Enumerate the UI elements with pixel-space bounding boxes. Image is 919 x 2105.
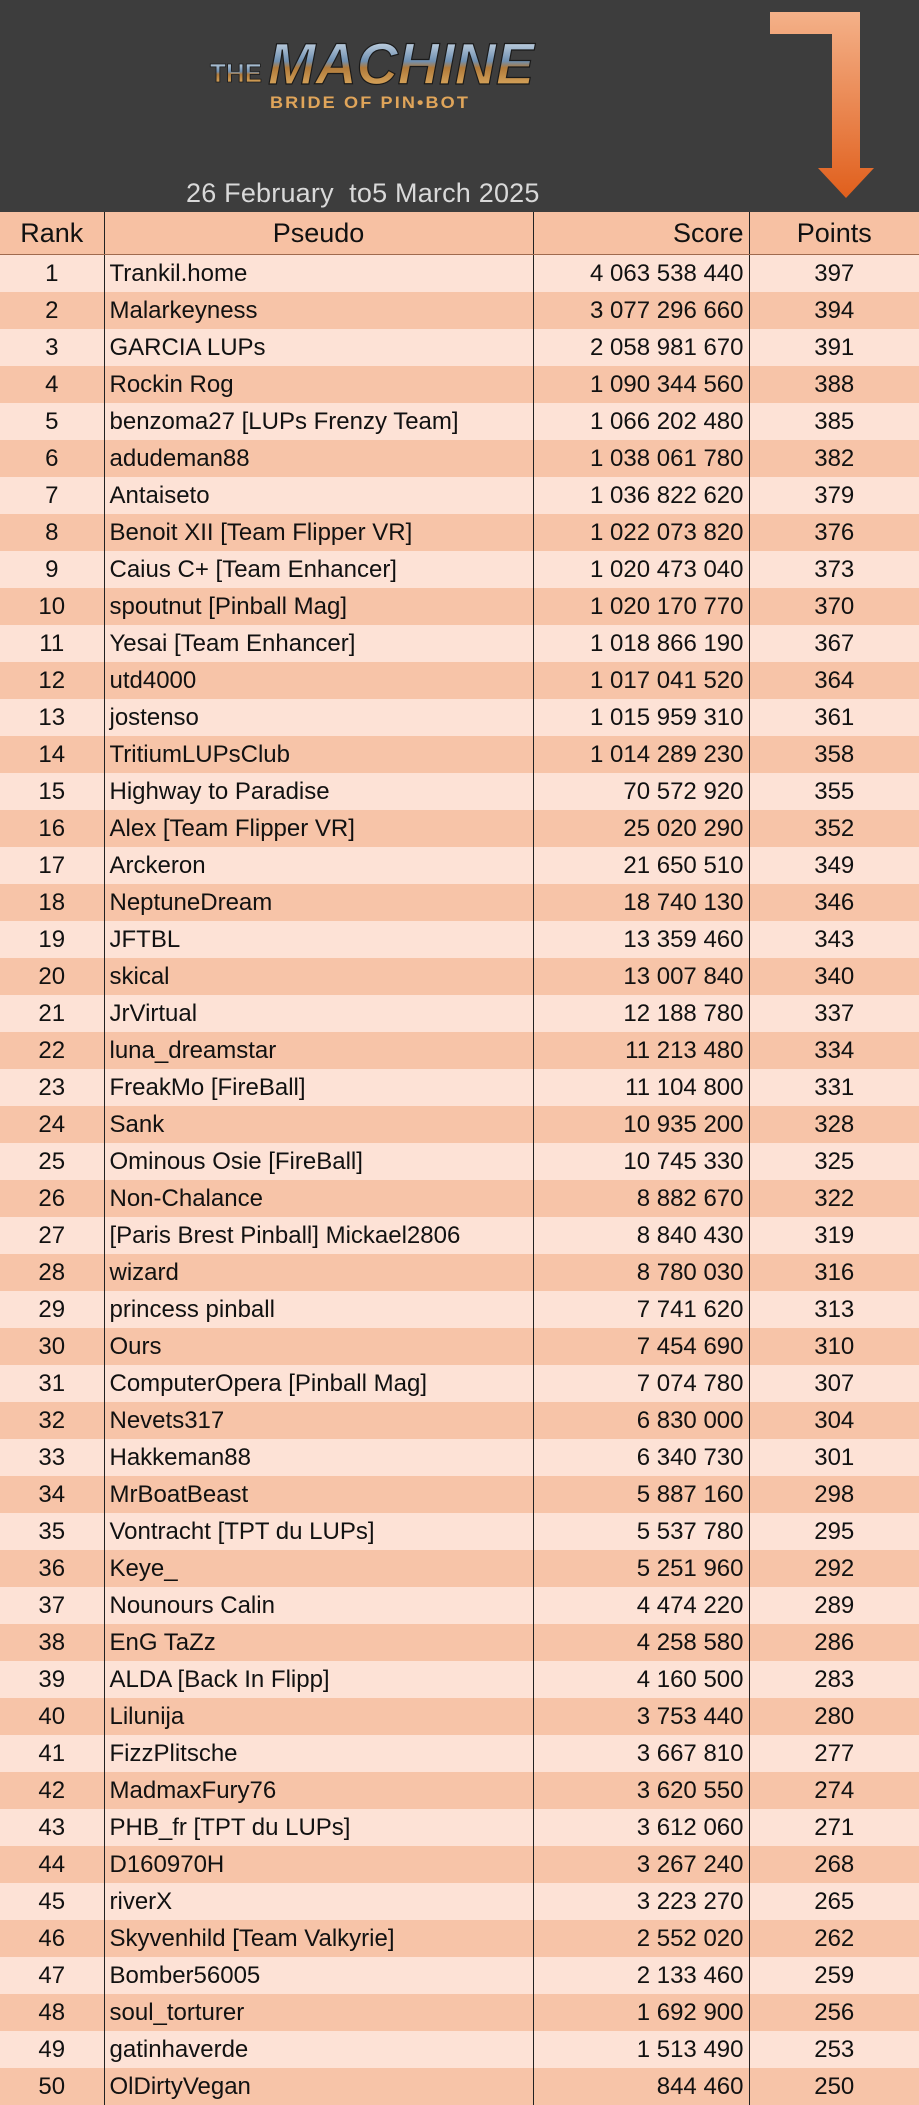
header <box>0 0 919 212</box>
points-cell: 259 <box>749 1957 919 1994</box>
score-cell: 3 753 440 <box>533 1698 749 1735</box>
score-cell: 4 474 220 <box>533 1587 749 1624</box>
points-cell: 301 <box>749 1439 919 1476</box>
score-cell: 18 740 130 <box>533 884 749 921</box>
table-row <box>0 1106 919 1143</box>
table-row <box>0 625 919 662</box>
table-row <box>0 1180 919 1217</box>
points-cell: 349 <box>749 847 919 884</box>
points-cell: 313 <box>749 1291 919 1328</box>
score-cell: 8 882 670 <box>533 1180 749 1217</box>
points-cell: 343 <box>749 921 919 958</box>
table-row <box>0 588 919 625</box>
points-cell: 391 <box>749 329 919 366</box>
logo-subtitle: BRIDE OF PIN•BOT <box>270 93 470 112</box>
table-row <box>0 1291 919 1328</box>
rank-cell: 5 <box>0 403 104 440</box>
rank-cell: 11 <box>0 625 104 662</box>
column-header-pseudo: Pseudo <box>104 212 533 255</box>
pseudo-cell: Trankil.home <box>104 255 533 293</box>
table-row <box>0 921 919 958</box>
rank-cell: 19 <box>0 921 104 958</box>
score-cell: 3 267 240 <box>533 1846 749 1883</box>
table-row <box>0 1994 919 2031</box>
points-cell: 346 <box>749 884 919 921</box>
points-cell: 379 <box>749 477 919 514</box>
pseudo-cell: soul_torturer <box>104 1994 533 2031</box>
points-cell: 361 <box>749 699 919 736</box>
score-cell: 1 015 959 310 <box>533 699 749 736</box>
points-cell: 298 <box>749 1476 919 1513</box>
score-cell: 11 104 800 <box>533 1069 749 1106</box>
score-cell: 70 572 920 <box>533 773 749 810</box>
score-cell: 1 692 900 <box>533 1994 749 2031</box>
points-cell: 316 <box>749 1254 919 1291</box>
table-row <box>0 1069 919 1106</box>
table-row <box>0 1402 919 1439</box>
column-header-score: Score <box>533 212 749 255</box>
points-cell: 268 <box>749 1846 919 1883</box>
table-row <box>0 477 919 514</box>
table-body <box>0 255 919 2105</box>
leaderboard-table <box>0 212 919 2105</box>
table-row <box>0 366 919 403</box>
points-cell: 355 <box>749 773 919 810</box>
table-row <box>0 1254 919 1291</box>
table-row <box>0 1217 919 1254</box>
points-cell: 331 <box>749 1069 919 1106</box>
score-cell: 11 213 480 <box>533 1032 749 1069</box>
table-row <box>0 958 919 995</box>
table-row <box>0 1032 919 1069</box>
table-row <box>0 255 919 293</box>
rank-cell: 41 <box>0 1735 104 1772</box>
points-cell: 319 <box>749 1217 919 1254</box>
rank-cell: 26 <box>0 1180 104 1217</box>
table-row <box>0 1957 919 1994</box>
score-cell: 8 840 430 <box>533 1217 749 1254</box>
score-cell: 844 460 <box>533 2068 749 2105</box>
points-cell: 328 <box>749 1106 919 1143</box>
table-row <box>0 1143 919 1180</box>
points-cell: 280 <box>749 1698 919 1735</box>
pseudo-cell: Ominous Osie [FireBall] <box>104 1143 533 1180</box>
table-row <box>0 1328 919 1365</box>
table-row <box>0 736 919 773</box>
rank-cell: 27 <box>0 1217 104 1254</box>
points-cell: 385 <box>749 403 919 440</box>
rank-cell: 40 <box>0 1698 104 1735</box>
rank-cell: 29 <box>0 1291 104 1328</box>
points-cell: 262 <box>749 1920 919 1957</box>
pseudo-cell: Lilunija <box>104 1698 533 1735</box>
score-cell: 4 160 500 <box>533 1661 749 1698</box>
score-cell: 3 612 060 <box>533 1809 749 1846</box>
rank-cell: 2 <box>0 292 104 329</box>
points-cell: 304 <box>749 1402 919 1439</box>
table-row <box>0 329 919 366</box>
table-row <box>0 1735 919 1772</box>
table-row <box>0 1846 919 1883</box>
score-cell: 1 090 344 560 <box>533 366 749 403</box>
score-cell: 6 340 730 <box>533 1439 749 1476</box>
rank-cell: 10 <box>0 588 104 625</box>
pseudo-cell: [Paris Brest Pinball] Mickael2806 <box>104 1217 533 1254</box>
points-cell: 250 <box>749 2068 919 2105</box>
score-cell: 5 537 780 <box>533 1513 749 1550</box>
points-cell: 394 <box>749 292 919 329</box>
table-row <box>0 1624 919 1661</box>
pseudo-cell: FreakMo [FireBall] <box>104 1069 533 1106</box>
pseudo-cell: JFTBL <box>104 921 533 958</box>
points-cell: 367 <box>749 625 919 662</box>
pseudo-cell: Antaiseto <box>104 477 533 514</box>
points-cell: 370 <box>749 588 919 625</box>
score-cell: 5 251 960 <box>533 1550 749 1587</box>
score-cell: 6 830 000 <box>533 1402 749 1439</box>
points-cell: 295 <box>749 1513 919 1550</box>
pseudo-cell: skical <box>104 958 533 995</box>
pseudo-cell: MrBoatBeast <box>104 1476 533 1513</box>
pseudo-cell: Nevets317 <box>104 1402 533 1439</box>
points-cell: 253 <box>749 2031 919 2068</box>
points-cell: 358 <box>749 736 919 773</box>
pseudo-cell: Ours <box>104 1328 533 1365</box>
table-row <box>0 1587 919 1624</box>
table-row <box>0 2068 919 2105</box>
points-cell: 337 <box>749 995 919 1032</box>
score-cell: 3 223 270 <box>533 1883 749 1920</box>
rank-cell: 12 <box>0 662 104 699</box>
table-row <box>0 514 919 551</box>
rank-cell: 35 <box>0 1513 104 1550</box>
pseudo-cell: EnG TaZz <box>104 1624 533 1661</box>
score-cell: 13 007 840 <box>533 958 749 995</box>
score-cell: 3 667 810 <box>533 1735 749 1772</box>
pseudo-cell: benzoma27 [LUPs Frenzy Team] <box>104 403 533 440</box>
points-cell: 307 <box>749 1365 919 1402</box>
pseudo-cell: spoutnut [Pinball Mag] <box>104 588 533 625</box>
table-row <box>0 1809 919 1846</box>
pseudo-cell: ComputerOpera [Pinball Mag] <box>104 1365 533 1402</box>
points-cell: 274 <box>749 1772 919 1809</box>
column-header-points: Points <box>749 212 919 255</box>
score-cell: 21 650 510 <box>533 847 749 884</box>
pseudo-cell: Keye_ <box>104 1550 533 1587</box>
rank-cell: 46 <box>0 1920 104 1957</box>
rank-cell: 16 <box>0 810 104 847</box>
points-cell: 292 <box>749 1550 919 1587</box>
column-header-rank: Rank <box>0 212 104 255</box>
score-cell: 1 022 073 820 <box>533 514 749 551</box>
points-cell: 283 <box>749 1661 919 1698</box>
score-cell: 3 620 550 <box>533 1772 749 1809</box>
pseudo-cell: wizard <box>104 1254 533 1291</box>
rank-cell: 18 <box>0 884 104 921</box>
score-cell: 1 018 866 190 <box>533 625 749 662</box>
score-cell: 1 020 170 770 <box>533 588 749 625</box>
table-row <box>0 773 919 810</box>
pseudo-cell: Non-Chalance <box>104 1180 533 1217</box>
table-row <box>0 2031 919 2068</box>
down-arrow-icon <box>768 10 878 200</box>
table-row <box>0 1772 919 1809</box>
points-cell: 265 <box>749 1883 919 1920</box>
pseudo-cell: Hakkeman88 <box>104 1439 533 1476</box>
pseudo-cell: luna_dreamstar <box>104 1032 533 1069</box>
pseudo-cell: ALDA [Back In Flipp] <box>104 1661 533 1698</box>
table-row <box>0 1476 919 1513</box>
table-row <box>0 1698 919 1735</box>
points-cell: 352 <box>749 810 919 847</box>
pseudo-cell: Vontracht [TPT du LUPs] <box>104 1513 533 1550</box>
table-row <box>0 1439 919 1476</box>
pseudo-cell: PHB_fr [TPT du LUPs] <box>104 1809 533 1846</box>
score-cell: 7 074 780 <box>533 1365 749 1402</box>
points-cell: 388 <box>749 366 919 403</box>
score-cell: 1 066 202 480 <box>533 403 749 440</box>
rank-cell: 36 <box>0 1550 104 1587</box>
rank-cell: 21 <box>0 995 104 1032</box>
table-row <box>0 1550 919 1587</box>
pseudo-cell: Rockin Rog <box>104 366 533 403</box>
rank-cell: 22 <box>0 1032 104 1069</box>
rank-cell: 42 <box>0 1772 104 1809</box>
rank-cell: 17 <box>0 847 104 884</box>
score-cell: 2 552 020 <box>533 1920 749 1957</box>
points-cell: 310 <box>749 1328 919 1365</box>
table-row <box>0 995 919 1032</box>
rank-cell: 4 <box>0 366 104 403</box>
points-cell: 334 <box>749 1032 919 1069</box>
points-cell: 271 <box>749 1809 919 1846</box>
rank-cell: 30 <box>0 1328 104 1365</box>
logo-the: THE <box>210 58 262 88</box>
points-cell: 340 <box>749 958 919 995</box>
pseudo-cell: Malarkeyness <box>104 292 533 329</box>
rank-cell: 39 <box>0 1661 104 1698</box>
rank-cell: 9 <box>0 551 104 588</box>
pseudo-cell: TritiumLUPsClub <box>104 736 533 773</box>
rank-cell: 23 <box>0 1069 104 1106</box>
date-range: 26 February to5 March 2025 <box>186 178 540 209</box>
table-row <box>0 403 919 440</box>
score-cell: 10 935 200 <box>533 1106 749 1143</box>
score-cell: 10 745 330 <box>533 1143 749 1180</box>
table-row <box>0 1920 919 1957</box>
rank-cell: 45 <box>0 1883 104 1920</box>
score-cell: 1 038 061 780 <box>533 440 749 477</box>
table-row <box>0 847 919 884</box>
points-cell: 289 <box>749 1587 919 1624</box>
pseudo-cell: MadmaxFury76 <box>104 1772 533 1809</box>
pseudo-cell: Arckeron <box>104 847 533 884</box>
table-row <box>0 699 919 736</box>
pseudo-cell: Skyvenhild [Team Valkyrie] <box>104 1920 533 1957</box>
score-cell: 1 014 289 230 <box>533 736 749 773</box>
pseudo-cell: Bomber56005 <box>104 1957 533 1994</box>
points-cell: 277 <box>749 1735 919 1772</box>
pseudo-cell: princess pinball <box>104 1291 533 1328</box>
points-cell: 286 <box>749 1624 919 1661</box>
pseudo-cell: adudeman88 <box>104 440 533 477</box>
rank-cell: 6 <box>0 440 104 477</box>
points-cell: 256 <box>749 1994 919 2031</box>
score-cell: 1 513 490 <box>533 2031 749 2068</box>
pseudo-cell: D160970H <box>104 1846 533 1883</box>
table-row <box>0 1365 919 1402</box>
rank-cell: 31 <box>0 1365 104 1402</box>
pseudo-cell: NeptuneDream <box>104 884 533 921</box>
rank-cell: 48 <box>0 1994 104 2031</box>
pseudo-cell: Caius C+ [Team Enhancer] <box>104 551 533 588</box>
table-row <box>0 440 919 477</box>
table-header-row <box>0 212 919 255</box>
rank-cell: 32 <box>0 1402 104 1439</box>
points-cell: 376 <box>749 514 919 551</box>
rank-cell: 33 <box>0 1439 104 1476</box>
pseudo-cell: gatinhaverde <box>104 2031 533 2068</box>
rank-cell: 25 <box>0 1143 104 1180</box>
rank-cell: 43 <box>0 1809 104 1846</box>
rank-cell: 47 <box>0 1957 104 1994</box>
rank-cell: 1 <box>0 255 104 293</box>
table-row <box>0 1661 919 1698</box>
rank-cell: 28 <box>0 1254 104 1291</box>
score-cell: 1 017 041 520 <box>533 662 749 699</box>
table-row <box>0 551 919 588</box>
the-machine-logo <box>208 26 538 116</box>
rank-cell: 49 <box>0 2031 104 2068</box>
table-row <box>0 884 919 921</box>
rank-cell: 37 <box>0 1587 104 1624</box>
score-cell: 7 741 620 <box>533 1291 749 1328</box>
score-cell: 1 020 473 040 <box>533 551 749 588</box>
pseudo-cell: Sank <box>104 1106 533 1143</box>
score-cell: 12 188 780 <box>533 995 749 1032</box>
score-cell: 5 887 160 <box>533 1476 749 1513</box>
rank-cell: 38 <box>0 1624 104 1661</box>
pseudo-cell: utd4000 <box>104 662 533 699</box>
rank-cell: 14 <box>0 736 104 773</box>
score-cell: 8 780 030 <box>533 1254 749 1291</box>
points-cell: 382 <box>749 440 919 477</box>
table-row <box>0 810 919 847</box>
pseudo-cell: jostenso <box>104 699 533 736</box>
rank-cell: 8 <box>0 514 104 551</box>
score-cell: 3 077 296 660 <box>533 292 749 329</box>
pseudo-cell: Benoit XII [Team Flipper VR] <box>104 514 533 551</box>
score-cell: 4 258 580 <box>533 1624 749 1661</box>
points-cell: 373 <box>749 551 919 588</box>
rank-cell: 44 <box>0 1846 104 1883</box>
pseudo-cell: Highway to Paradise <box>104 773 533 810</box>
pseudo-cell: JrVirtual <box>104 995 533 1032</box>
logo-machine: MACHINE <box>268 32 536 97</box>
rank-cell: 3 <box>0 329 104 366</box>
score-cell: 1 036 822 620 <box>533 477 749 514</box>
pseudo-cell: FizzPlitsche <box>104 1735 533 1772</box>
rank-cell: 7 <box>0 477 104 514</box>
table-row <box>0 292 919 329</box>
score-cell: 13 359 460 <box>533 921 749 958</box>
score-cell: 2 058 981 670 <box>533 329 749 366</box>
rank-cell: 15 <box>0 773 104 810</box>
table-row <box>0 1883 919 1920</box>
pseudo-cell: riverX <box>104 1883 533 1920</box>
points-cell: 325 <box>749 1143 919 1180</box>
score-cell: 25 020 290 <box>533 810 749 847</box>
points-cell: 397 <box>749 255 919 293</box>
table-row <box>0 1513 919 1550</box>
rank-cell: 24 <box>0 1106 104 1143</box>
pseudo-cell: OlDirtyVegan <box>104 2068 533 2105</box>
score-cell: 7 454 690 <box>533 1328 749 1365</box>
rank-cell: 13 <box>0 699 104 736</box>
rank-cell: 20 <box>0 958 104 995</box>
rank-cell: 34 <box>0 1476 104 1513</box>
points-cell: 322 <box>749 1180 919 1217</box>
pseudo-cell: Yesai [Team Enhancer] <box>104 625 533 662</box>
pseudo-cell: Nounours Calin <box>104 1587 533 1624</box>
score-cell: 2 133 460 <box>533 1957 749 1994</box>
rank-cell: 50 <box>0 2068 104 2105</box>
score-cell: 4 063 538 440 <box>533 255 749 293</box>
pseudo-cell: GARCIA LUPs <box>104 329 533 366</box>
pseudo-cell: Alex [Team Flipper VR] <box>104 810 533 847</box>
points-cell: 364 <box>749 662 919 699</box>
table-row <box>0 662 919 699</box>
